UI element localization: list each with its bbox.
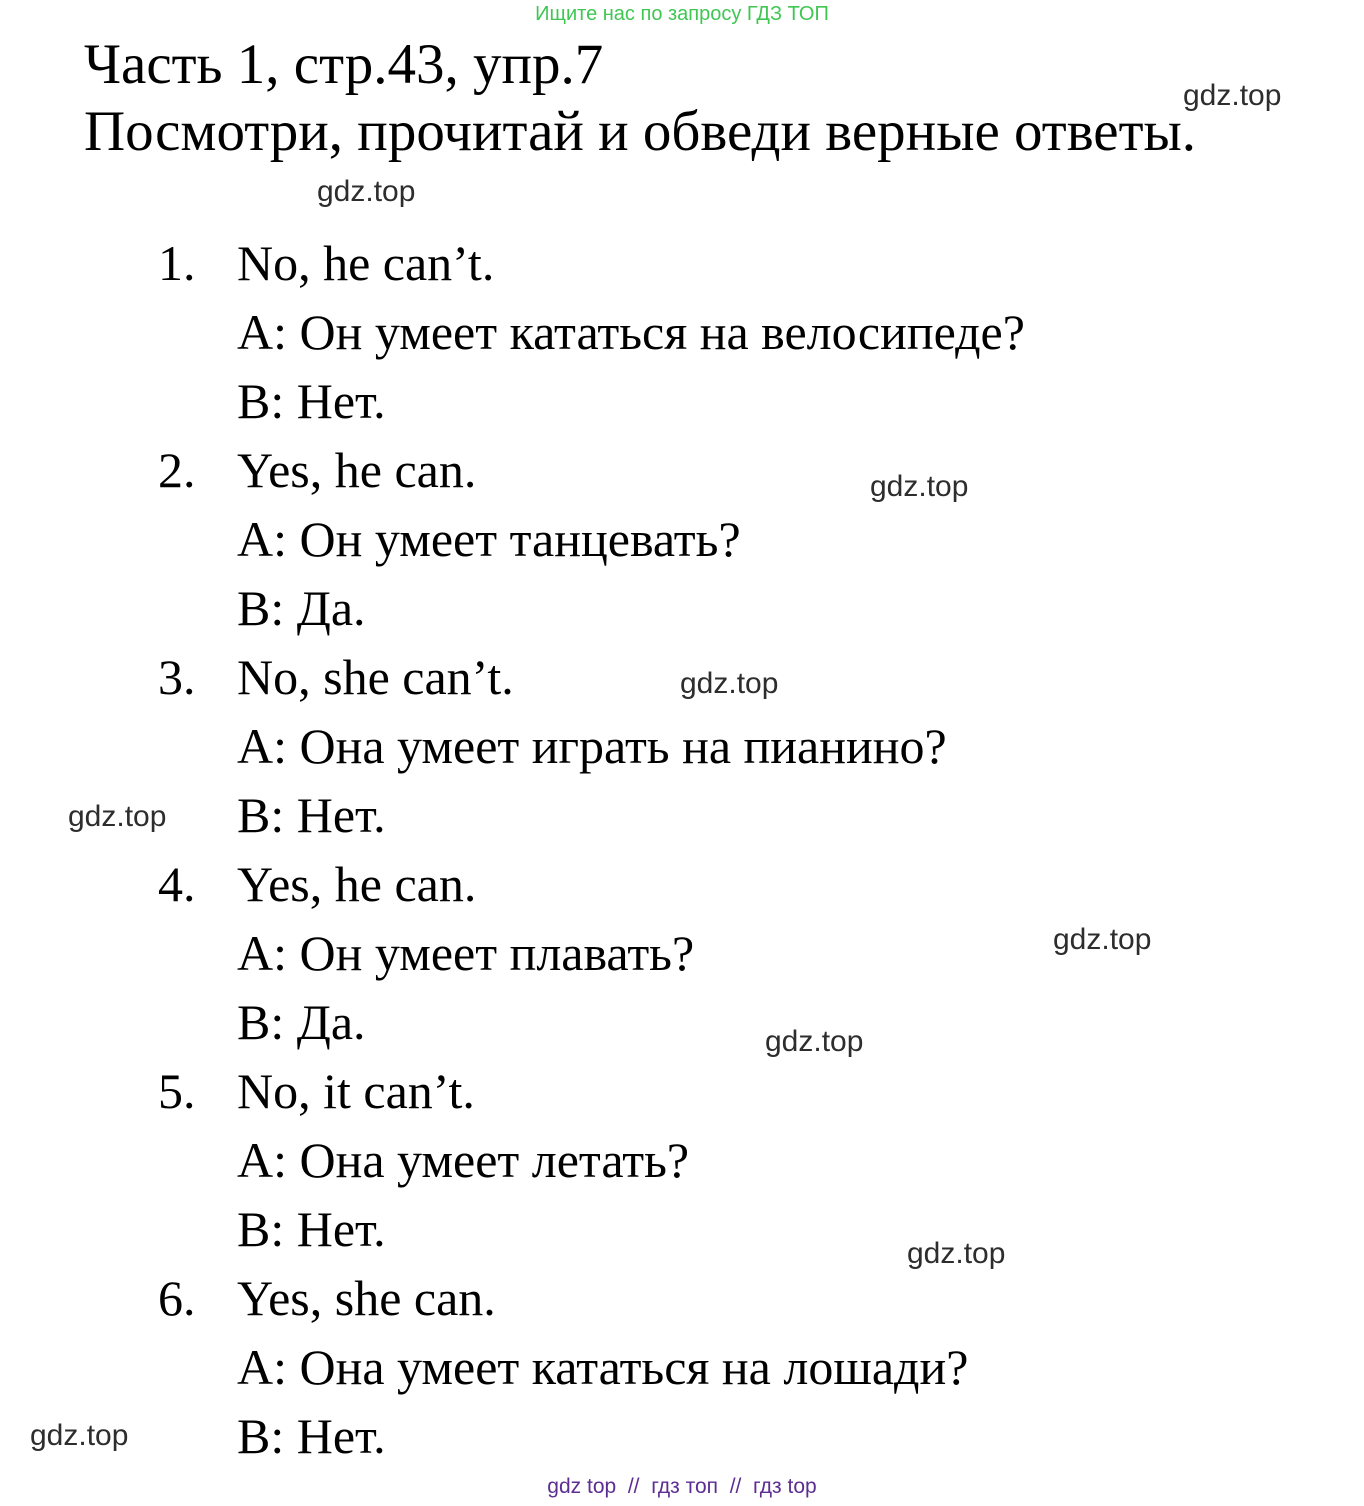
answer-line: [158, 1057, 1308, 1126]
reply-b: B: Да.: [237, 994, 366, 1050]
answer-line: [158, 229, 1308, 298]
item-number: 2.: [158, 442, 196, 498]
page-title: Часть 1, стр.43, упр.7: [84, 33, 604, 96]
reply-b: B: Нет.: [237, 1201, 386, 1257]
question-a: A: Она умеет играть на пианино?: [237, 718, 947, 774]
item-number: 6.: [158, 1270, 196, 1326]
exercise-list: [158, 229, 1308, 1471]
question-a: A: Она умеет кататься на лошади?: [237, 1339, 969, 1395]
question-a: A: Она умеет летать?: [237, 1132, 690, 1188]
reply-b: B: Нет.: [237, 1408, 386, 1464]
watermark-gdztop: gdz.top: [680, 667, 779, 700]
answer-line: [158, 1264, 1308, 1333]
exercise-item: [158, 436, 1308, 643]
footer-links: gdz top // гдз топ // гдз top: [547, 1475, 817, 1498]
answer-text: No, it can’t.: [237, 1063, 475, 1119]
reply-b: B: Нет.: [237, 373, 386, 429]
watermark-gdztop: gdz.top: [1183, 79, 1282, 112]
answer-text: No, he can’t.: [237, 235, 495, 291]
answer-line: [158, 436, 1308, 505]
item-number: 3.: [158, 649, 196, 705]
exercise-item: [158, 1057, 1308, 1264]
answer-text: Yes, he can.: [237, 442, 477, 498]
question-a: A: Он умеет плавать?: [237, 925, 695, 981]
answer-text: Yes, he can.: [237, 856, 477, 912]
question-a: A: Он умеет кататься на велосипеде?: [237, 304, 1025, 360]
exercise-instruction: Посмотри, прочитай и обведи верные ответы.: [84, 100, 1197, 163]
question-a: A: Он умеет танцевать?: [237, 511, 741, 567]
reply-b: B: Нет.: [237, 787, 386, 843]
answer-text: No, she can’t.: [237, 649, 514, 705]
watermark-gdztop: gdz.top: [68, 800, 167, 833]
promo-banner: Ищите нас по запросу ГДЗ ТОП: [535, 3, 829, 25]
item-number: 4.: [158, 856, 196, 912]
watermark-gdztop: gdz.top: [765, 1025, 864, 1058]
answer-line: [158, 850, 1308, 919]
exercise-item: [158, 229, 1308, 436]
item-number: 5.: [158, 1063, 196, 1119]
reply-b: B: Да.: [237, 580, 366, 636]
answer-text: Yes, she can.: [237, 1270, 496, 1326]
item-number: 1.: [158, 235, 196, 291]
watermark-gdztop: gdz.top: [870, 470, 969, 503]
exercise-item: [158, 1264, 1308, 1471]
watermark-gdztop: gdz.top: [1053, 923, 1152, 956]
watermark-gdztop: gdz.top: [317, 175, 416, 208]
watermark-gdztop: gdz.top: [30, 1419, 129, 1452]
watermark-gdztop: gdz.top: [907, 1237, 1006, 1270]
